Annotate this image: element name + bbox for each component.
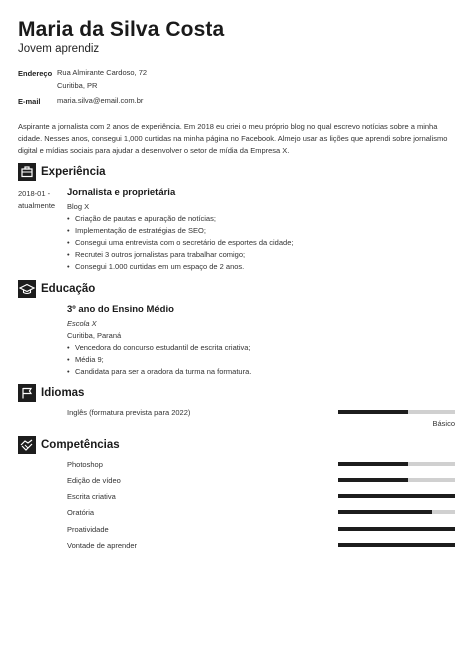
languages-section-title: Idiomas [41, 387, 85, 399]
skill-level-fill [338, 510, 432, 514]
summary-text: Aspirante a jornalista com 2 anos de experiência. Em 2018 eu criei o meu próprio blog no qual escrevo notícias sobre a minha cidade. Nesses anos, consegui 1,000 curtidas na minha página no Facebook. Almejo usar as lições que aprendi sobre jornalismo digital e mídias sociais para ajudar a desenvolver o setor de mídia da Empresa X. [18, 122, 448, 155]
education-section-title: Educação [41, 283, 96, 295]
skill-name: Proatividade [67, 525, 109, 534]
list-item: • Consegui uma entrevista com o secretário de esportes da cidade; [67, 237, 293, 249]
skill-level-fill [338, 478, 408, 482]
list-item: • Média 9; [67, 354, 251, 366]
skill-level-fill [338, 527, 455, 531]
address-line2: Curitiba, PR [57, 80, 98, 90]
list-item: • Criação de pautas e apuração de notícias; [67, 213, 293, 225]
handshake-icon [18, 436, 36, 454]
skills-section-title: Competências [41, 439, 120, 451]
skill-level-fill [338, 462, 408, 466]
education-bullets [67, 342, 251, 378]
language-level-fill [338, 410, 408, 414]
skill-name: Edição de vídeo [67, 476, 121, 485]
email-label: E-mail [18, 97, 41, 106]
list-item: • Vencedora do concurso estudantil de escrita criativa; [67, 342, 251, 354]
skill-level-bar [338, 478, 455, 482]
skills-section-icon [18, 436, 36, 454]
skill-name: Vontade de aprender [67, 541, 138, 550]
list-item: • Implementação de estratégias de SEO; [67, 225, 293, 237]
experience-section-title: Experiência [41, 166, 106, 178]
briefcase-icon [18, 163, 36, 181]
degree-title: 3º ano do Ensino Médio [67, 304, 174, 315]
skill-level-fill [338, 543, 455, 547]
list-item: • Recrutei 3 outros jornalistas para trabalhar comigo; [67, 249, 293, 261]
job-date-end: atualmente [18, 201, 56, 210]
resume-name: Maria da Silva Costa [18, 18, 225, 41]
list-item: • Candidata para ser a oradora da turma na formatura. [67, 366, 251, 378]
education-section-icon [18, 280, 36, 298]
job-company: Blog X [67, 202, 90, 211]
language-name: Inglês (formatura prevista para 2022) [67, 408, 191, 417]
resume-subtitle: Jovem aprendiz [18, 43, 100, 55]
address-label: Endereço [18, 69, 53, 78]
skill-level-bar [338, 527, 455, 531]
address-line1: Rua Almirante Cardoso, 72 [57, 68, 148, 77]
skill-name: Photoshop [67, 460, 103, 469]
skill-level-bar [338, 462, 455, 466]
school-name: Escola X [67, 319, 97, 328]
skill-name: Escrita criativa [67, 492, 116, 501]
job-bullets [67, 213, 293, 273]
job-date [18, 188, 64, 212]
job-date-start: 2018-01 - [18, 189, 51, 198]
languages-section-icon [18, 384, 36, 402]
list-item: • Consegui 1.000 curtidas em um espaço de 2 anos. [67, 261, 293, 273]
skill-level-bar [338, 543, 455, 547]
skill-level-bar [338, 510, 455, 514]
skill-name: Oratória [67, 508, 95, 517]
flag-icon [18, 384, 36, 402]
skill-level-fill [338, 494, 455, 498]
job-title: Jornalista e proprietária [67, 187, 176, 198]
address-value [57, 67, 147, 92]
experience-section-icon [18, 163, 36, 181]
skill-level-bar [338, 494, 455, 498]
email-value[interactable]: maria.silva@email.com.br [57, 96, 144, 105]
graduation-cap-icon [18, 280, 36, 298]
language-level-bar [338, 410, 455, 414]
school-location: Curitiba, Paraná [67, 331, 122, 340]
language-level-label: Básico [432, 419, 455, 428]
